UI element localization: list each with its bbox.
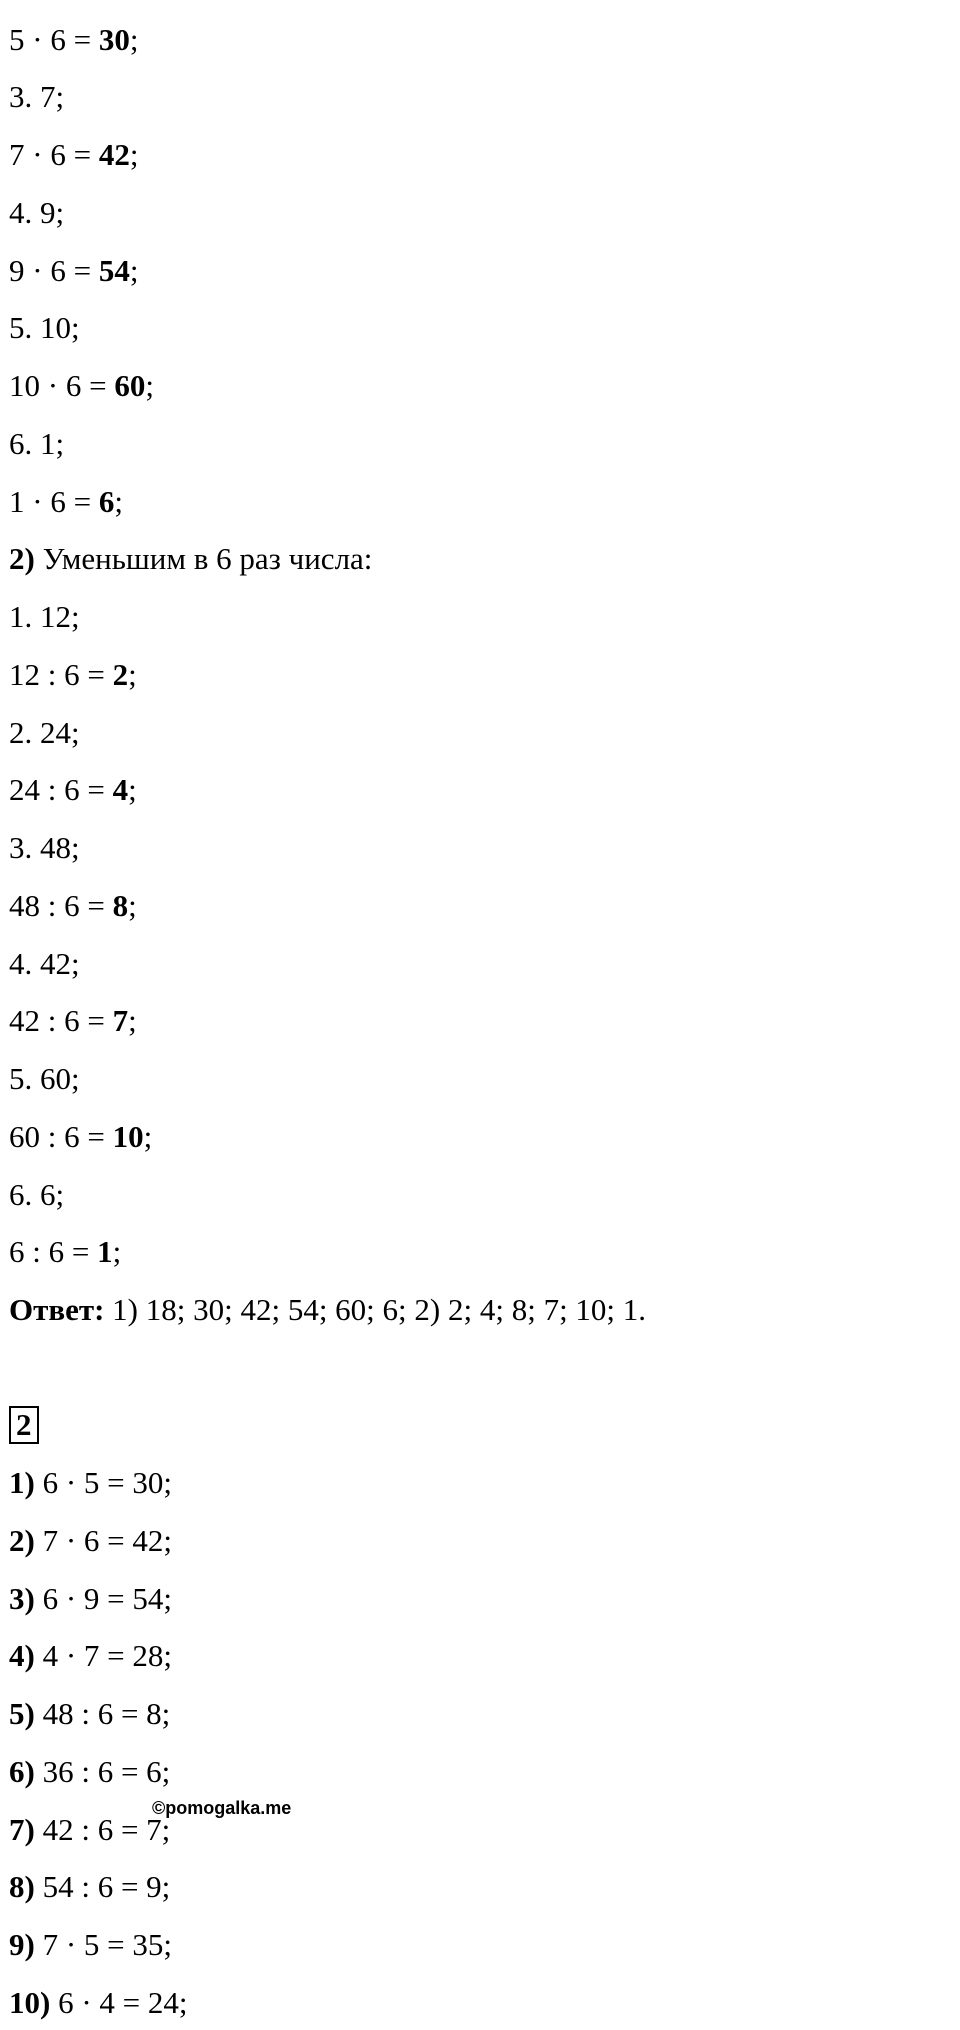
line-suffix: ; [114, 484, 123, 519]
line-result: 10 [112, 1119, 144, 1154]
equation-line [9, 886, 137, 926]
line-result: 7 [112, 1003, 129, 1038]
line-text: 4. 9; [9, 195, 65, 230]
task-item [9, 1752, 170, 1792]
line-text: 3. 48; [9, 830, 80, 865]
task-item [9, 1694, 170, 1734]
task-item [9, 1925, 172, 1965]
line-text: 5 · 6 = [9, 22, 99, 57]
line-text: 1 · 6 = [9, 484, 99, 519]
line-result: 4 [112, 772, 129, 807]
item-text: 54 : 6 = 9; [34, 1869, 171, 1904]
task-item [9, 1867, 170, 1907]
number-item-line [9, 424, 64, 464]
equation-line [9, 1232, 121, 1272]
line-suffix: ; [128, 1003, 137, 1038]
item-label: 4) [9, 1638, 35, 1673]
item-label: 10) [9, 1985, 51, 2020]
equation-line [9, 482, 123, 522]
number-item-line [9, 1175, 64, 1215]
task-number: 2 [9, 1406, 39, 1444]
part-heading [9, 539, 372, 579]
item-label: 7) [9, 1812, 35, 1847]
equation-line [9, 770, 137, 810]
line-text: 24 : 6 = [9, 772, 113, 807]
line-suffix: ; [128, 657, 137, 692]
line-result: 2 [112, 657, 129, 692]
task-item [9, 1636, 172, 1676]
number-item-line [9, 828, 80, 868]
line-suffix: ; [129, 137, 139, 172]
line-text: 42 : 6 = [9, 1003, 113, 1038]
line-text: 6. 1; [9, 426, 65, 461]
line-result: 1 [97, 1234, 113, 1269]
equation-line [9, 366, 154, 406]
equation-line [9, 1117, 152, 1157]
watermark: ©pomogalka.me [152, 1798, 292, 1818]
number-item-line [9, 944, 80, 984]
item-label: 8) [9, 1869, 35, 1904]
line-text: 48 : 6 = [9, 888, 113, 923]
equation-line [9, 20, 138, 60]
item-text: 7 · 5 = 35; [34, 1927, 172, 1962]
line-suffix: ; [128, 888, 137, 923]
line-text: 7 · 6 = [9, 137, 99, 172]
line-result: 8 [112, 888, 129, 923]
line-text: 9 · 6 = [9, 253, 99, 288]
equation-line [9, 135, 138, 175]
number-item-line [9, 308, 80, 348]
line-result: 42 [98, 137, 130, 172]
item-text: 7 · 6 = 42; [34, 1523, 172, 1558]
task-item [9, 1463, 172, 1503]
line-result: 60 [114, 368, 146, 403]
item-text: 4 · 7 = 28; [34, 1638, 172, 1673]
task-item [9, 1521, 172, 1561]
line-suffix: ; [112, 1234, 122, 1269]
equation-line [9, 1001, 137, 1041]
line-text: 10 · 6 = [9, 368, 115, 403]
task-item [9, 1983, 188, 2023]
line-text: 12 : 6 = [9, 657, 113, 692]
line-result: 6 [98, 484, 115, 519]
part-label: 2) [9, 541, 35, 576]
task-item [9, 1810, 170, 1850]
line-suffix: ; [129, 253, 139, 288]
line-suffix: ; [128, 772, 137, 807]
part-text: Уменьшим в 6 раз числа: [34, 541, 373, 576]
line-text: 3. 7; [9, 79, 65, 114]
line-text: 5. 10; [9, 310, 80, 345]
number-item-line [9, 713, 80, 753]
item-label: 5) [9, 1696, 35, 1731]
line-text: 5. 60; [9, 1061, 80, 1096]
line-text: 6 : 6 = [9, 1234, 98, 1269]
line-text: 60 : 6 = [9, 1119, 113, 1154]
line-suffix: ; [143, 1119, 153, 1154]
answer-text: 1) 18; 30; 42; 54; 60; 6; 2) 2; 4; 8; 7; 10; 1. [104, 1292, 647, 1327]
item-label: 9) [9, 1927, 35, 1962]
number-item-line [9, 597, 80, 637]
line-suffix: ; [129, 22, 139, 57]
item-label: 6) [9, 1754, 35, 1789]
item-text: 6 · 4 = 24; [50, 1985, 188, 2020]
line-text: 6. 6; [9, 1177, 65, 1212]
answer-line [9, 1290, 646, 1330]
item-text: 6 · 5 = 30; [34, 1465, 172, 1500]
equation-line [9, 251, 138, 291]
item-text: 42 : 6 = 7; [34, 1812, 171, 1847]
line-suffix: ; [145, 368, 154, 403]
number-item-line [9, 77, 64, 117]
task-number-box [9, 1405, 39, 1445]
item-text: 48 : 6 = 8; [34, 1696, 171, 1731]
equation-line [9, 655, 137, 695]
line-text: 2. 24; [9, 715, 80, 750]
item-label: 1) [9, 1465, 35, 1500]
answer-label: Ответ: [9, 1292, 105, 1327]
task-item [9, 1579, 172, 1619]
number-item-line [9, 193, 64, 233]
item-text: 36 : 6 = 6; [34, 1754, 171, 1789]
line-text: 1. 12; [9, 599, 80, 634]
line-result: 30 [98, 22, 130, 57]
line-text: 4. 42; [9, 946, 80, 981]
item-text: 6 · 9 = 54; [34, 1581, 172, 1616]
line-result: 54 [98, 253, 130, 288]
number-item-line [9, 1059, 80, 1099]
item-label: 3) [9, 1581, 35, 1616]
item-label: 2) [9, 1523, 35, 1558]
